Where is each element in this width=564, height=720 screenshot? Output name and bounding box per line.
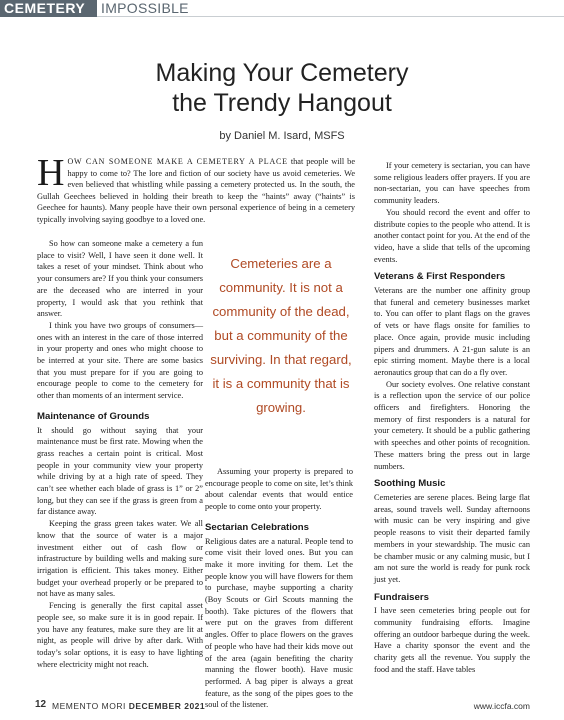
paragraph: I think you have two groups of consumers—ones with an interest in the care of those interred in your property and ones who might choose to be interred at your site. There are some basics that you must prepare for if you are going to encourage people to come to the cemetery for other than moments of an interment service. bbox=[37, 320, 203, 401]
paragraph: Religious dates are a natural. People tend to come visit their loved ones. But you can make it more inviting for them. Let the people know you will have flowers for them to purchase, maybe supporting a charity (Boy Scouts or Girl Scouts manning the booth). Take pictures of the flowers that were put on the graves from different angles. Offer to place flowers on the graves of people who have had their kids move out of the area (again benefiting the charity manning the flower booth). Have music performed. A bag piper is always a great feature, as the song of the pipes goes to the soul of the listener. bbox=[205, 536, 353, 710]
paragraph: Keeping the grass green takes water. We all know that the source of water is a major investment either out of cash flow or infrastructure by building wells and making sure irrigation is efficient. This takes money. Either budget your overhead properly or be prepared to not have as many sales. bbox=[37, 519, 203, 599]
section-heading: Fundraisers bbox=[374, 591, 429, 603]
paragraph: It should go without saying that your maintenance must be first rate. Mowing when the grass reaches a certain point is critical. Most people in your community view your property while driving by at a high rate of speed. They can’t see whether each blade of grass is 1” or 2” long, but they can see if the grass is green from a far distance away. bbox=[37, 425, 203, 517]
section-heading: Sectarian Celebrations bbox=[205, 521, 309, 533]
section-heading: Maintenance of Grounds bbox=[37, 410, 150, 422]
subsection-label: IMPOSSIBLE bbox=[101, 0, 189, 16]
paragraph: I have seen cemeteries bring people out for community fundraising efforts. Imagine offering an outdoor barbeque during the week. Have a charity sponsor the event and the charity gets all the revenue. You supply the food and the staff. Have tables bbox=[374, 606, 530, 674]
paragraph: You should record the event and offer to distribute copies to the people who attend. It is another contact point for you. At the end of the video, have a slide that tells of the upcoming events. bbox=[374, 207, 530, 264]
website-url: www.iccfa.com bbox=[473, 701, 530, 711]
magazine-name: MEMENTO MORI bbox=[52, 701, 126, 711]
intro-lead-caps: OW CAN SOMEONE MAKE A CEMETERY A PLACE bbox=[67, 157, 288, 166]
paragraph: If your cemetery is sectarian, you can have some religious leaders offer prayers. If you are non-sectarian, you can have speeches from community leaders. bbox=[374, 161, 530, 206]
page-header bbox=[0, 0, 564, 18]
paragraph: Veterans are the number one affinity group that funeral and cemetery businesses market to. You can offer to plant flags on the graves of vets or have flags onsite for families to place. Once again, provide music including pipers and drummers. A 21-gun salute is an epic stirring moment. Maybe there is a local aeronautics group that can do a fly over. bbox=[374, 286, 530, 377]
paragraph: Our society evolves. One relative constant is a reflection upon the service of our police officers and firefighters. Honoring the memory of first responders is a natural for your cemetery. It should be a public gathering with speeches and other points of recognition. These matters bring the press out in large numbers. bbox=[374, 379, 530, 471]
column-1 bbox=[37, 238, 203, 670]
paragraph: So how can someone make a cemetery a fun place to visit? Well, I have seen it done well. It takes a reset of your mindset. Think about who your consumers are? If you think your consumers are the deceased who are interred in your property, I would ask that you rethink that answer. bbox=[37, 239, 203, 319]
intro-paragraph bbox=[37, 152, 355, 226]
section-label: CEMETERY bbox=[0, 0, 97, 17]
intro-text: that people will be happy to come to? The lore and fiction of our society have us avoid cemeteries. We even believed that whistling while passing a cemetery protected us. In the south, the Gullah Geechees believed in holding their breath to keep the “haints” away (“haints” is Geechee for haunts). Many people have their own personal experience of being in a cemetery typically involving saying goodbye to a loved one. bbox=[37, 157, 355, 224]
article-title-line-1: Making Your Cemetery bbox=[155, 59, 409, 87]
section-heading: Veterans & First Responders bbox=[374, 271, 506, 283]
issue-date: DECEMBER 2021 bbox=[128, 701, 206, 711]
paragraph: Cemeteries are serene places. Being large flat areas, sound travels well. Sunday afternoons with music can be very inspiring and give people reasons to visit their departed family members in your stewardship. The music can be chamber music or any calming music, but I am not sure the world is ready for punk rock just yet. bbox=[374, 492, 530, 584]
drop-cap: H bbox=[37, 152, 65, 194]
byline: by Daniel M. Isard, MSFS bbox=[219, 130, 345, 142]
column-3 bbox=[374, 160, 530, 676]
article-title-line-2: the Trendy Hangout bbox=[172, 89, 392, 117]
pull-quote: Cemeteries are a community. It is not a community of the dead, but a community of the surviving. In that regard, it is a community that is growing. bbox=[210, 256, 352, 415]
header-rule bbox=[97, 16, 564, 17]
column-2 bbox=[205, 466, 353, 711]
section-heading: Soothing Music bbox=[374, 478, 446, 490]
page-footer bbox=[0, 697, 564, 713]
paragraph: Assuming your property is prepared to encourage people to come on site, let’s think about calendar events that would entice people to come onto your property. bbox=[205, 467, 353, 512]
magazine-info bbox=[52, 701, 205, 711]
page-number: 12 bbox=[35, 699, 47, 710]
paragraph: Fencing is generally the first capital asset people see, so make sure it is in good repair. If you have any features, make sure they are lit at night, as people will drive by after dark. With today’s solar options, it is easy to have lighting where electricity might not reach. bbox=[37, 601, 203, 669]
